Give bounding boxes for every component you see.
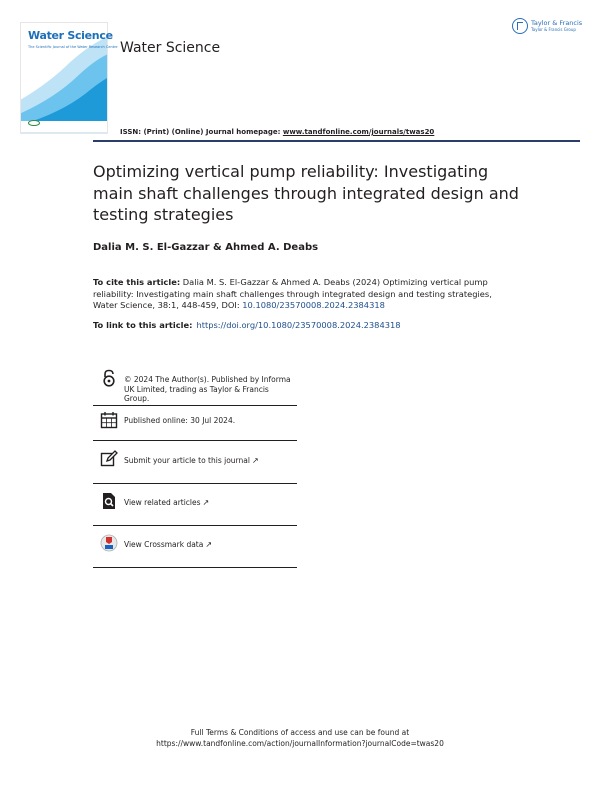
journal-cover-image: [20, 22, 118, 134]
info-item-published: [93, 405, 297, 441]
crossmark-icon: [100, 534, 118, 552]
cite-label: To cite this article:: [93, 277, 181, 287]
publisher-logo[interactable]: [512, 17, 584, 39]
crossmark-label: View Crossmark data: [124, 540, 204, 549]
info-item-submit[interactable]: [93, 440, 297, 484]
header-divider: [93, 140, 580, 142]
external-link-icon: ↗: [205, 540, 213, 549]
submit-article-label: Submit your article to this journal: [124, 456, 250, 465]
cite-text: Dalia M. S. El-Gazzar & Ahmed A. Deabs (2024) Optimizing vertical pump reliability: Investigating main shaft challenges through integrated design and testing strategies, Water Science, 38:1, 448-459, DOI:: [93, 277, 492, 310]
issn-line: [120, 128, 434, 136]
cover-title: Water Science: [28, 29, 113, 42]
external-link-icon: ↗: [251, 456, 259, 465]
journal-name: Water Science: [120, 40, 221, 56]
publisher-logo-name: Taylor & Francis: [531, 19, 583, 27]
article-doi-link[interactable]: https://doi.org/10.1080/23570008.2024.2384318: [196, 320, 401, 330]
crossmark-link[interactable]: [124, 540, 296, 550]
article-link-block: [93, 320, 401, 330]
calendar-icon: [100, 411, 118, 429]
article-authors: Dalia M. S. El-Gazzar & Ahmed A. Deabs: [93, 242, 319, 253]
open-access-lock-icon: [100, 369, 118, 387]
published-date-text: Published online: 30 Jul 2024.: [124, 416, 236, 425]
publisher-logo-group: Taylor & Francis Group: [531, 27, 576, 32]
info-item-related[interactable]: [93, 483, 297, 526]
info-item-copyright: [93, 368, 297, 406]
journal-homepage-link[interactable]: www.tandfonline.com/journals/twas20: [282, 128, 435, 136]
cover-subtitle: The Scientific Journal of the Water Research Centre: [28, 45, 118, 49]
citation-block: [93, 277, 513, 312]
related-articles-label: View related articles: [124, 498, 201, 507]
edit-icon: [100, 450, 118, 468]
issn-prefix: ISSN: (Print) (Online) Journal homepage:: [120, 128, 283, 136]
cover-logo-icon: [28, 120, 40, 126]
article-title: Optimizing vertical pump reliability: Investigating main shaft challenges through integrated design and testing strategies: [93, 162, 519, 224]
taylor-francis-logo-icon: [512, 18, 528, 34]
link-label: To link to this article:: [93, 320, 193, 330]
footer-terms-link[interactable]: https://www.tandfonline.com/action/journalInformation?journalCode=twas20: [156, 739, 444, 748]
external-link-icon: ↗: [202, 498, 210, 507]
related-articles-icon: [100, 492, 118, 510]
submit-article-link[interactable]: [124, 456, 296, 466]
footer-terms-text: Full Terms & Conditions of access and use can be found at: [190, 728, 410, 737]
cover-publisher-logo: [28, 120, 40, 127]
footer: [0, 727, 600, 749]
related-articles-link[interactable]: [124, 498, 296, 508]
copyright-text: © 2024 The Author(s). Published by Informa UK Limited, trading as Taylor & Francis Group.: [124, 375, 291, 403]
cite-doi-link[interactable]: 10.1080/23570008.2024.2384318: [242, 300, 385, 310]
info-item-crossmark[interactable]: [93, 525, 297, 568]
